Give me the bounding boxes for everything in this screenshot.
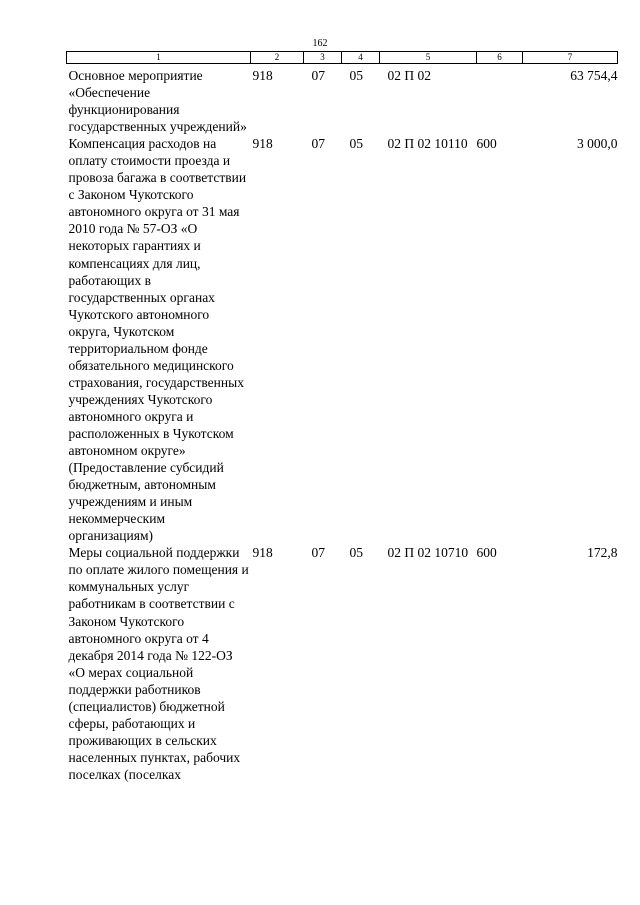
page-number: 162 (312, 38, 328, 49)
row-expense-type: 600 (476, 136, 497, 152)
row-name: Компенсация расходов на оплату стоимости проезда и провоза багажа в соответствии с Законом Чукотского автономного округа от 31 мая 2010 года № 57-ОЗ «О некоторых гарантиях и компенсациях для лиц, работающих в государственных органах Чукотского автономного округа, Чукотском территориальном фонде обязательного медицинского страхования, государственных учреждениях Чукотского автономного округа и расположенных в Чукотском автономном округе» (Предоставление субсидий бюджетным, автономным учреждениям и иным некоммерческим организациям) (68, 136, 247, 544)
header-col-1: 1 (67, 52, 251, 64)
table-header (67, 52, 618, 64)
row-admin-code: 918 (252, 136, 273, 152)
row-expense-type: 600 (476, 545, 497, 561)
row-subsection: 05 (349, 68, 363, 83)
row-admin-code: 918 (252, 545, 273, 561)
row-name: Основное мероприятие «Обеспечение функционирования государственных учреждений» (68, 68, 247, 135)
row-target-article: 02 П 02 10110 (387, 136, 468, 152)
header-col-3: 3 (304, 52, 342, 64)
row-section: 07 (311, 68, 325, 83)
row-section: 07 (311, 545, 325, 561)
table-row (67, 544, 618, 783)
row-subsection: 05 (349, 136, 363, 152)
budget-table (66, 51, 618, 783)
row-target-article: 02 П 02 10710 (387, 545, 469, 561)
row-target-article: 02 П 02 (387, 68, 431, 83)
header-col-6: 6 (477, 52, 523, 64)
header-col-2: 2 (251, 52, 304, 64)
header-col-7: 7 (523, 52, 618, 64)
header-col-4: 4 (342, 52, 380, 64)
row-amount: 63 754,4 (570, 68, 618, 83)
table-body (67, 64, 618, 783)
row-subsection: 05 (349, 545, 363, 561)
row-expense-type (477, 64, 523, 136)
table-row (67, 135, 618, 544)
row-admin-code: 918 (252, 68, 273, 83)
header-row (67, 52, 618, 64)
table-row (67, 64, 618, 136)
header-col-5: 5 (380, 52, 477, 64)
row-amount: 3 000,0 (577, 136, 618, 152)
row-section: 07 (311, 136, 325, 152)
row-amount: 172,8 (587, 545, 618, 561)
row-name: Меры социальной поддержки по оплате жилого помещения и коммунальных услуг работникам в соответствии с Законом Чукотского автономного округа от 4 декабря 2014 года № 122-ОЗ «О мерах социальной поддержки работников (специалистов) бюджетной сферы, работающих и проживающих в сельских населенных пунктах, рабочих поселках (поселках (68, 545, 249, 782)
